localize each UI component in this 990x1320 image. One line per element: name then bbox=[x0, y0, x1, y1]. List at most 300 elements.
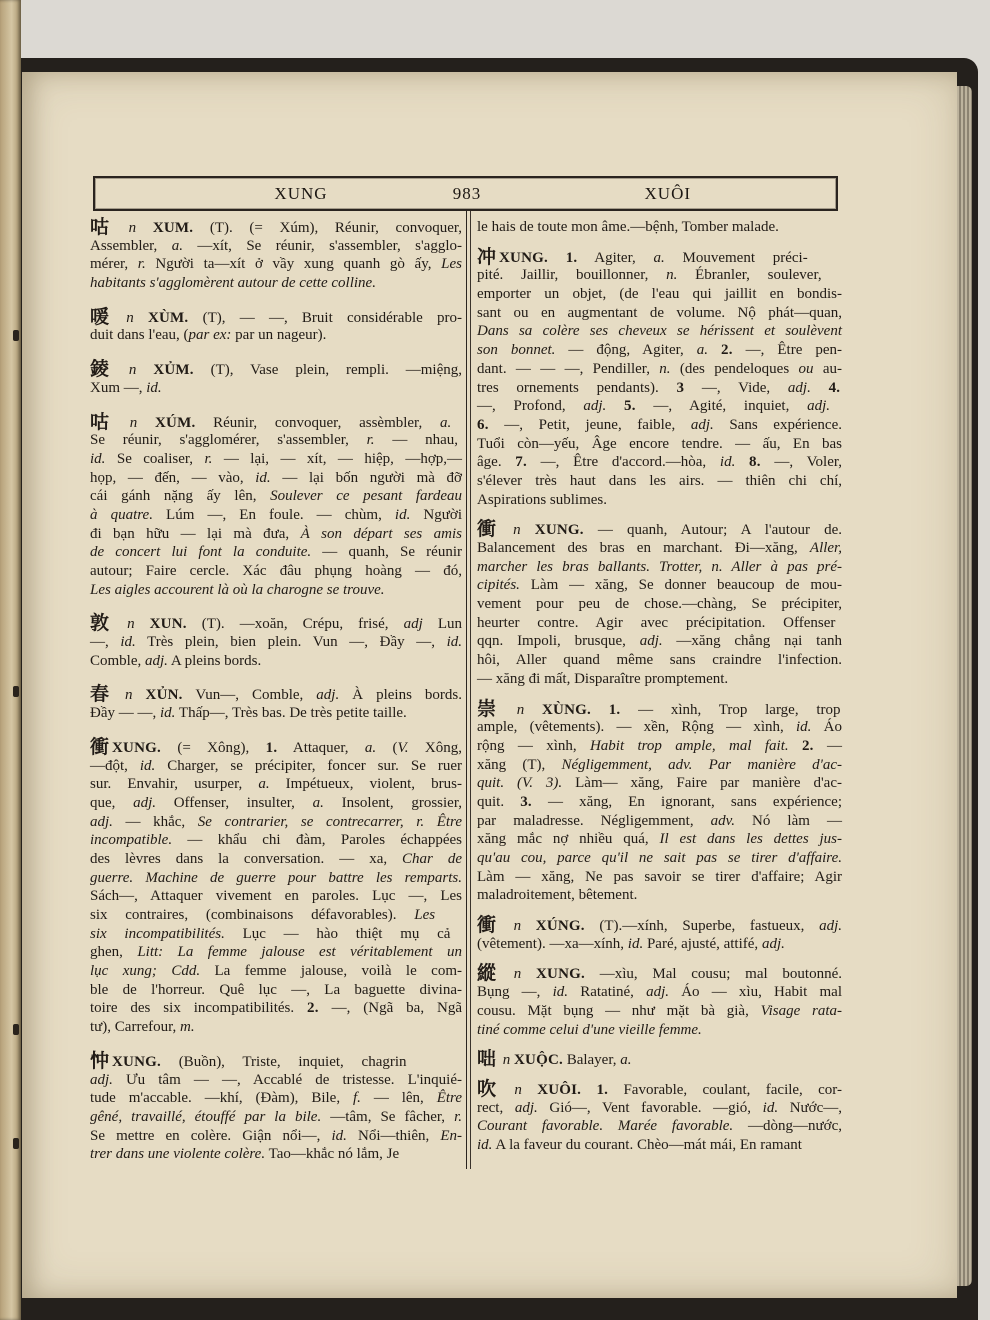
nom-character: 春 bbox=[90, 684, 110, 706]
text-run: — động, Agiter, bbox=[555, 342, 697, 359]
line-text bbox=[90, 487, 462, 506]
line-text bbox=[477, 1080, 842, 1099]
italic-run: Courant favorable. Marée favorable. bbox=[477, 1118, 734, 1135]
text-run: Đầy — —, bbox=[90, 705, 160, 722]
text-line bbox=[477, 491, 842, 510]
page-number: 983 bbox=[452, 183, 482, 203]
italic-run: son bonnet. bbox=[477, 342, 556, 359]
line-text bbox=[477, 322, 842, 341]
bold-run: 2. bbox=[801, 737, 814, 754]
line-text bbox=[477, 453, 842, 472]
text-run: Làm — xăng, Ne pas savoir se tirer d'affaire; Agir bbox=[477, 868, 842, 885]
dictionary-entry bbox=[477, 248, 842, 510]
text-line bbox=[477, 935, 842, 954]
italic-run: id. bbox=[552, 984, 569, 1001]
text-run: tư), Carrefour, bbox=[90, 1019, 180, 1036]
dictionary-entry bbox=[477, 916, 842, 953]
text-line bbox=[90, 999, 462, 1018]
text-run: sant ou en augmentant de volume. Nộ phát—quan, bbox=[477, 304, 842, 321]
text-run: đi bạn hữu — lại mà đưa, bbox=[90, 525, 301, 542]
text-run: par un nageur). bbox=[231, 327, 327, 344]
line-text bbox=[90, 614, 462, 633]
text-line bbox=[90, 704, 462, 723]
column-divider bbox=[466, 211, 471, 1169]
text-run: — xình, Trop large, trop bbox=[620, 701, 841, 718]
left-column bbox=[90, 218, 462, 1164]
text-run: Lúm —, En foule. — chùm, bbox=[152, 506, 395, 523]
line-text bbox=[90, 237, 462, 256]
italic-run: id. bbox=[719, 454, 736, 471]
nom-character: 吹 bbox=[477, 1078, 497, 1100]
text-line bbox=[90, 794, 462, 813]
nom-character: 咄 bbox=[477, 1049, 497, 1071]
text-line bbox=[477, 830, 842, 849]
text-line bbox=[90, 237, 462, 256]
text-run: Se réunir, s'agglomérer, s'assembler, bbox=[90, 432, 367, 449]
text-line bbox=[477, 812, 842, 831]
italic-run: a. bbox=[620, 1052, 632, 1069]
line-text bbox=[90, 413, 451, 432]
italic-run: id. bbox=[160, 705, 176, 722]
bold-run: 3 bbox=[676, 379, 685, 396]
line-text bbox=[90, 906, 435, 925]
text-run: Mouvement préci- bbox=[664, 249, 808, 266]
italic-run: adj. bbox=[646, 984, 670, 1001]
text-run: Paré, ajusté, attifé, bbox=[643, 935, 762, 952]
italic-run: n bbox=[499, 701, 543, 718]
line-text bbox=[477, 886, 637, 905]
dictionary-entry bbox=[90, 308, 462, 345]
dictionary-entry bbox=[477, 520, 842, 688]
text-run: Lục — hào thiệt mụ cả bbox=[224, 925, 451, 942]
text-line bbox=[90, 525, 462, 544]
nom-character: 錂 bbox=[90, 359, 110, 381]
line-text bbox=[90, 1018, 195, 1037]
italic-run: a. bbox=[653, 249, 665, 266]
line-text bbox=[90, 738, 462, 757]
italic-run: Négligemment, adv. Par manière d'ac- bbox=[561, 756, 842, 773]
line-text bbox=[477, 737, 842, 756]
line-text bbox=[90, 981, 462, 1000]
text-run: Balayer, bbox=[562, 1052, 621, 1069]
text-run: hôi, Aller quand même sans craindre l'infection. bbox=[477, 652, 842, 669]
text-run: (T), — —, Bruit considérable pro- bbox=[188, 309, 463, 326]
text-line bbox=[90, 850, 462, 869]
line-text bbox=[477, 1117, 842, 1136]
text-run: Bụng —, bbox=[477, 984, 553, 1001]
bold-run: XÚM. bbox=[155, 414, 196, 431]
line-text bbox=[477, 868, 842, 887]
line-text bbox=[477, 558, 842, 577]
dictionary-entry bbox=[477, 964, 842, 1039]
text-run bbox=[735, 454, 749, 470]
text-run: Sans expérience. bbox=[713, 416, 842, 433]
line-text bbox=[90, 360, 462, 379]
text-line bbox=[90, 652, 462, 671]
italic-run: À son départ ses amis bbox=[300, 525, 462, 542]
line-text bbox=[477, 935, 785, 954]
line-text bbox=[90, 525, 462, 544]
italic-run: n bbox=[112, 687, 146, 704]
italic-run: Char de bbox=[402, 850, 462, 867]
italic-run: par ex: bbox=[188, 327, 232, 344]
text-run: Balancement des bras en marchant. Đi—xăng, bbox=[477, 540, 810, 556]
line-text bbox=[477, 756, 842, 775]
italic-run: adj. bbox=[90, 1071, 113, 1088]
text-line bbox=[90, 614, 462, 633]
line-text bbox=[477, 435, 842, 454]
italic-run: guerre. Machine de guerre pour battre les remparts. bbox=[90, 869, 462, 886]
text-run: (vêtement). —xa—xính, bbox=[477, 935, 628, 952]
text-line bbox=[477, 322, 842, 341]
italic-run: Les aigles accourent là où la charogne se trouve. bbox=[90, 581, 385, 598]
text-run: ample, (vêtements). — xền, Rộng — xình, bbox=[477, 719, 796, 736]
line-text bbox=[477, 472, 842, 491]
text-run bbox=[581, 1082, 596, 1098]
line-text bbox=[90, 431, 458, 450]
nom-character: 咕 bbox=[90, 411, 110, 433]
line-text bbox=[90, 274, 376, 293]
dictionary-entry bbox=[477, 1080, 842, 1155]
text-run: Gió—, Vent favorable. —gió, bbox=[537, 1099, 763, 1116]
text-run: mérer, bbox=[90, 256, 138, 273]
nom-character: 冲 bbox=[477, 246, 497, 268]
italic-run: adj. bbox=[316, 687, 340, 704]
text-run: —, Vide, bbox=[684, 379, 788, 396]
dictionary-entry bbox=[477, 700, 842, 906]
italic-run: incompatible. bbox=[90, 832, 173, 849]
text-run: —đột, bbox=[90, 757, 140, 774]
italic-run: id. bbox=[139, 757, 156, 774]
line-text bbox=[477, 916, 842, 935]
text-line bbox=[90, 757, 462, 776]
italic-run: id. bbox=[394, 506, 411, 523]
text-run: — xăng, En ignorant, sans expérience; bbox=[531, 793, 842, 810]
text-run: Favorable, coulant, facile, cor- bbox=[608, 1081, 842, 1098]
italic-run: Il est dans les dettes jus- bbox=[659, 831, 842, 848]
text-line bbox=[90, 1108, 462, 1127]
italic-run: Être bbox=[436, 1090, 462, 1107]
text-line bbox=[477, 964, 842, 983]
italic-run: n. bbox=[659, 360, 671, 377]
text-line bbox=[477, 614, 842, 633]
left-page-edges bbox=[0, 0, 21, 1320]
italic-run: six incompatibilités. bbox=[90, 925, 225, 942]
italic-run: adj. bbox=[787, 379, 811, 396]
text-line bbox=[90, 1089, 462, 1108]
text-run: toire des six incompatibilités. bbox=[90, 1000, 308, 1017]
bold-run: XUNG. bbox=[534, 522, 584, 539]
text-run bbox=[708, 342, 721, 358]
line-text bbox=[90, 831, 462, 850]
text-run: âge. bbox=[477, 454, 516, 471]
text-run: A la faveur du courant. Chèo—mát mái, En ramant bbox=[492, 1136, 802, 1153]
text-run: —, Voler, bbox=[760, 454, 842, 471]
line-text bbox=[477, 614, 835, 633]
line-text bbox=[90, 775, 462, 794]
line-text bbox=[90, 652, 261, 671]
line-text bbox=[90, 581, 385, 600]
text-run: Charger, se précipiter, foncer sur. Se ruer bbox=[155, 757, 462, 774]
text-line bbox=[90, 431, 462, 450]
text-line bbox=[90, 450, 462, 469]
line-text bbox=[90, 887, 462, 906]
italic-run: adj. bbox=[583, 398, 607, 415]
line-text bbox=[477, 670, 728, 689]
bold-run: XUN. bbox=[149, 616, 187, 633]
text-line bbox=[477, 1136, 842, 1155]
bold-run: XUÔI. bbox=[537, 1081, 582, 1098]
text-line bbox=[90, 775, 462, 794]
text-line bbox=[477, 520, 842, 539]
line-text bbox=[477, 1136, 802, 1155]
italic-run: V. bbox=[397, 739, 409, 756]
text-run: Insolent, grossier, bbox=[323, 794, 462, 811]
running-header bbox=[93, 176, 838, 211]
text-run: (T). —xoăn, Crépu, frisé, bbox=[186, 616, 404, 633]
dictionary-entry bbox=[90, 614, 462, 670]
italic-run: Les bbox=[441, 256, 462, 273]
text-run: Tao—khắc nó lắm, Je bbox=[265, 1146, 400, 1163]
text-line bbox=[477, 868, 842, 887]
text-line bbox=[477, 360, 842, 379]
text-line bbox=[477, 304, 842, 323]
text-run: Nổi—thiên, bbox=[346, 1127, 441, 1144]
italic-run: n bbox=[499, 1081, 538, 1098]
line-text bbox=[477, 1021, 702, 1040]
text-run: —, Profond, bbox=[477, 398, 584, 415]
italic-run: habitants s'agglomèrent autour de cette colline. bbox=[90, 275, 376, 292]
line-text bbox=[90, 1127, 462, 1146]
text-run: (= Xông), bbox=[160, 739, 266, 756]
italic-run: trer dans une violente colère. bbox=[90, 1146, 266, 1163]
text-run: Offenser, insulter, bbox=[156, 794, 313, 811]
text-line bbox=[90, 326, 462, 345]
text-run: pité. Jaillir, bouillonner, bbox=[477, 267, 667, 284]
text-run: — khắc, bbox=[112, 813, 198, 830]
text-run: sur. Envahir, usurper, bbox=[90, 776, 259, 793]
text-line bbox=[477, 670, 842, 689]
italic-run: id. bbox=[255, 469, 271, 486]
text-run: (T), Vase plein, rempli. —miệng, bbox=[193, 362, 462, 379]
text-line bbox=[477, 774, 842, 793]
nom-character: 衝 bbox=[477, 915, 497, 937]
italic-run: qu'au cou, parce qu'il ne sait pas se tirer d'affaire. bbox=[477, 850, 842, 866]
line-text bbox=[90, 1145, 399, 1164]
binding-mark bbox=[13, 686, 19, 697]
text-run: des lèvres dans la conversation. — xa, bbox=[90, 850, 403, 867]
text-run bbox=[811, 380, 829, 396]
line-text bbox=[477, 520, 842, 539]
line-text bbox=[90, 794, 462, 813]
bold-run: XÙM. bbox=[147, 309, 189, 326]
text-run: Ratatiné, bbox=[568, 984, 647, 1001]
line-text bbox=[90, 869, 462, 888]
text-run: Người bbox=[410, 506, 462, 523]
text-line bbox=[477, 558, 842, 577]
text-run: (T).—xính, Superbe, fastueux, bbox=[584, 918, 820, 935]
text-run: Se mettre en colère. Giận nổi—, bbox=[90, 1127, 332, 1144]
bold-run: XUM. bbox=[152, 220, 194, 236]
italic-run: a. bbox=[439, 414, 452, 431]
line-text bbox=[477, 218, 779, 237]
text-line bbox=[477, 849, 842, 868]
text-run: —, Petit, jeune, faible, bbox=[488, 416, 691, 433]
italic-run: quit. (V. 3). bbox=[477, 775, 563, 792]
text-line bbox=[90, 413, 462, 432]
text-run: par maladresse. Négligemment, bbox=[477, 812, 711, 829]
text-run: tude m'accable. —khí, (Đàm), Bile, bbox=[90, 1090, 353, 1107]
italic-run: Les bbox=[414, 907, 436, 923]
italic-run: f. bbox=[353, 1090, 361, 1107]
italic-run: adj. bbox=[90, 813, 113, 830]
italic-run: marcher les bras ballants. Trotter, n. Aller à pas pré- bbox=[477, 558, 842, 575]
italic-run: n bbox=[499, 966, 537, 983]
italic-run: n bbox=[112, 362, 154, 379]
text-line bbox=[477, 1050, 842, 1069]
text-line bbox=[90, 981, 462, 1000]
line-text bbox=[90, 943, 462, 962]
italic-run: à quatre. bbox=[90, 506, 153, 523]
italic-run: Dans sa colère ses cheveux se hérissent et soulèvent bbox=[477, 323, 842, 340]
text-run: tres ornements pendants). bbox=[477, 379, 677, 396]
text-line bbox=[90, 562, 462, 581]
italic-run: Se contrarier, se contrecarrer, r. Être bbox=[197, 813, 462, 830]
text-run: Comble, bbox=[90, 652, 145, 669]
text-run: Lun bbox=[422, 616, 462, 633]
text-run: Se coaliser, bbox=[105, 450, 205, 467]
italic-run: adj. bbox=[639, 633, 663, 650]
right-column bbox=[477, 218, 842, 1155]
italic-run: tiné comme celui d'une vieille femme. bbox=[477, 1021, 702, 1038]
bold-run: 1. bbox=[565, 249, 578, 266]
text-run: À pleins bords. bbox=[339, 687, 462, 704]
line-text bbox=[477, 379, 840, 398]
text-line bbox=[477, 416, 842, 435]
italic-run: id. bbox=[146, 379, 162, 396]
text-line bbox=[477, 266, 842, 285]
text-run: duit dans l'eau, ( bbox=[90, 327, 189, 344]
text-line bbox=[90, 738, 462, 757]
nom-character: 崇 bbox=[477, 698, 497, 720]
italic-run: adj. bbox=[690, 416, 714, 433]
text-line bbox=[477, 886, 842, 905]
line-text bbox=[90, 469, 462, 488]
italic-run: r. bbox=[204, 450, 213, 467]
line-text bbox=[477, 304, 842, 323]
line-text bbox=[477, 983, 842, 1002]
text-line bbox=[477, 218, 842, 237]
bold-run: 5. bbox=[624, 398, 636, 415]
line-text bbox=[477, 632, 842, 651]
line-text bbox=[477, 595, 842, 614]
text-run: Thấp—, Très bas. De très petite taille. bbox=[175, 705, 407, 722]
text-run: — bbox=[813, 737, 842, 754]
binding-mark bbox=[13, 1138, 19, 1149]
text-run bbox=[591, 702, 609, 718]
dictionary-entry bbox=[90, 1052, 462, 1164]
text-line bbox=[90, 581, 462, 600]
line-text bbox=[90, 1108, 462, 1127]
bold-run: XỦN. bbox=[145, 687, 183, 704]
text-run: —, (Ngã ba, Ngã bbox=[318, 1000, 462, 1017]
line-text bbox=[90, 308, 462, 327]
italic-run: adj. bbox=[514, 1099, 538, 1116]
italic-run: id. bbox=[762, 1099, 779, 1116]
line-text bbox=[477, 360, 842, 379]
text-run: maladroitement, bêtement. bbox=[477, 887, 638, 904]
text-run: (des pendeloques bbox=[670, 360, 799, 377]
text-run: Impétueux, violent, brus- bbox=[269, 776, 462, 793]
italic-run: adj. bbox=[145, 652, 168, 669]
dictionary-entry bbox=[90, 738, 462, 1037]
text-run: autour; Faire cercle. Xác đâu phụng hoàng — đó, bbox=[90, 563, 462, 579]
text-line bbox=[90, 218, 462, 237]
italic-run: Litt: La femme jalouse est véritablement un bbox=[137, 944, 462, 961]
bold-run: XUNG. bbox=[112, 739, 161, 756]
text-line bbox=[90, 1052, 462, 1071]
line-text bbox=[477, 416, 842, 435]
text-run: que, bbox=[90, 794, 134, 811]
text-run: Nó làm — bbox=[734, 812, 842, 829]
italic-run: de concert lui font la conduite. bbox=[90, 544, 312, 561]
text-run: —tâm, Se fâcher, bbox=[321, 1108, 455, 1125]
bold-run: XUỘC. bbox=[514, 1052, 563, 1069]
line-text bbox=[90, 704, 407, 723]
text-line bbox=[477, 248, 842, 267]
line-text bbox=[477, 539, 842, 558]
text-run: họp, — đến, — vào, bbox=[90, 469, 256, 486]
bold-run: 2. bbox=[720, 342, 733, 359]
text-line bbox=[477, 1117, 842, 1136]
text-line bbox=[90, 274, 462, 293]
line-text bbox=[477, 397, 830, 416]
line-text bbox=[90, 506, 462, 525]
italic-run: En- bbox=[440, 1127, 462, 1144]
bold-run: 1. bbox=[265, 739, 278, 756]
dictionary-entry bbox=[90, 685, 462, 722]
text-run: —, Être pen- bbox=[732, 342, 842, 359]
italic-run: a. bbox=[696, 342, 708, 359]
nom-character: 衝 bbox=[90, 736, 110, 758]
line-text bbox=[477, 812, 842, 831]
dictionary-entry bbox=[90, 413, 462, 600]
line-text bbox=[90, 543, 462, 562]
italic-run: ou bbox=[798, 360, 814, 377]
text-line bbox=[90, 962, 462, 981]
line-text bbox=[477, 849, 842, 868]
text-run: —, Être d'accord.—hòa, bbox=[526, 454, 720, 471]
dictionary-entry bbox=[477, 1050, 842, 1069]
line-text bbox=[477, 830, 842, 849]
header-left-word: XUNG bbox=[274, 183, 328, 203]
text-run bbox=[548, 250, 566, 266]
text-line bbox=[477, 595, 842, 614]
text-run: Ưu tâm — —, Accablé de tristesse. L'inquié- bbox=[112, 1071, 462, 1088]
text-line bbox=[90, 831, 462, 850]
bold-run: 7. bbox=[515, 454, 527, 471]
text-run: —xít, Se réunir, s'assembler, s'agglo- bbox=[182, 237, 462, 254]
line-text bbox=[477, 793, 842, 812]
italic-run: r. bbox=[366, 432, 375, 449]
text-line bbox=[90, 1018, 462, 1037]
text-run: s'élever très haut dans les airs. — thiên chi chí, bbox=[477, 472, 842, 489]
text-run: Attaquer, bbox=[277, 739, 365, 756]
line-text bbox=[90, 450, 462, 469]
bold-run: 8. bbox=[749, 454, 761, 471]
text-line bbox=[477, 651, 842, 670]
bold-run: 6. bbox=[477, 416, 489, 433]
